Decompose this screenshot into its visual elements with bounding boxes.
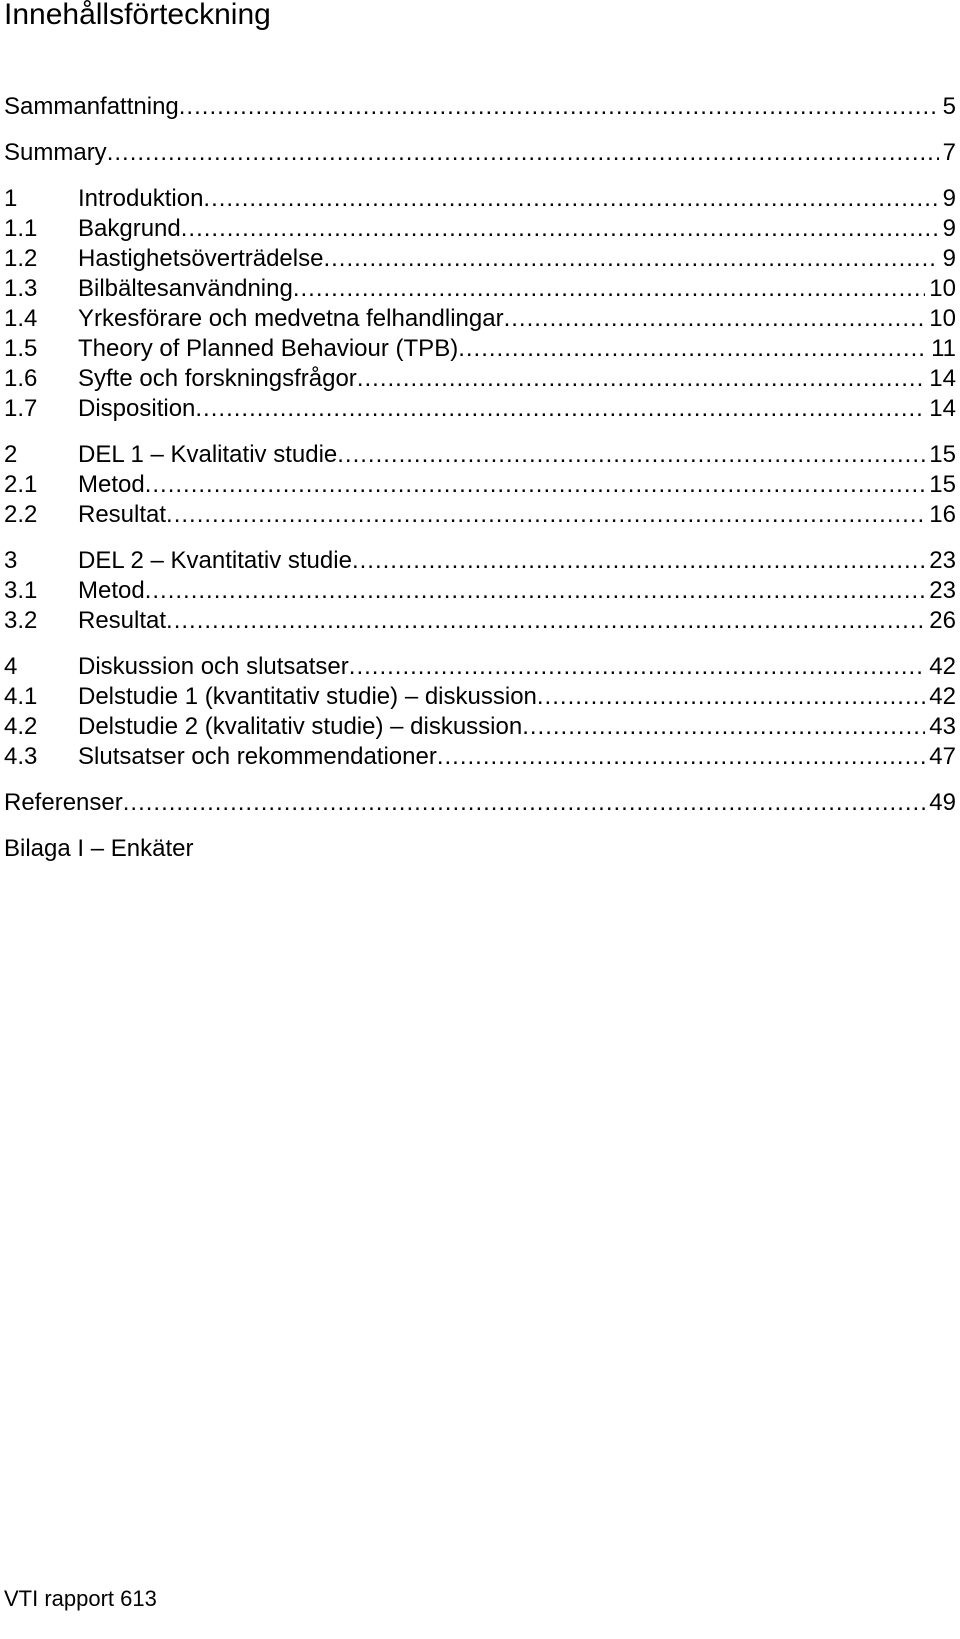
toc-entry-number: 3.1: [4, 577, 38, 604]
toc-entry-number: 1.3: [4, 275, 38, 302]
toc-entry-label: Slutsatser och rekommendationer: [78, 743, 437, 770]
toc-entry-page: 14: [929, 395, 956, 422]
toc-entry-number: 1.2: [4, 245, 38, 272]
toc-dot-leader: [166, 500, 925, 530]
toc-entry-label: Disposition: [78, 395, 196, 422]
toc-entry-page: 5: [942, 93, 956, 120]
toc-entry-number: 2: [4, 441, 18, 468]
toc-dot-leader: [349, 652, 926, 682]
toc-dot-leader: [181, 214, 939, 244]
toc-entry[interactable]: [4, 682, 956, 712]
toc-entry-label: Bilbältesanvändning: [78, 275, 293, 302]
toc-entry[interactable]: [4, 470, 956, 500]
toc-dot-leader: [504, 304, 926, 334]
page-title: Innehållsförteckning: [4, 0, 271, 31]
toc-entry-label: Metod: [78, 577, 145, 604]
toc-entry-page: 11: [931, 335, 956, 362]
toc-entry[interactable]: [4, 364, 956, 394]
toc-entry-number: 2.1: [4, 471, 38, 498]
toc-entry-page: 42: [929, 653, 956, 680]
toc-dot-leader: [522, 712, 925, 742]
toc-entry-label: Resultat: [78, 607, 167, 634]
toc-appendix-label: Bilaga I – Enkäter: [4, 835, 194, 862]
toc-entry[interactable]: [4, 184, 956, 214]
toc-entry-page: 15: [929, 471, 956, 498]
toc-entry-label: DEL 1 – Kvalitativ studie: [78, 441, 338, 468]
toc-entry-label: Syfte och forskningsfrågor: [78, 365, 357, 392]
toc-entry-number: 4: [4, 653, 18, 680]
toc-entry-number: 1.1: [4, 215, 38, 242]
toc-dot-leader: [179, 92, 939, 122]
toc-entry-page: 47: [929, 743, 956, 770]
table-of-contents: [4, 92, 956, 864]
toc-entry[interactable]: [4, 394, 956, 424]
toc-entry-page: 23: [929, 547, 956, 574]
toc-entry-page: 16: [929, 501, 956, 528]
toc-entry-page: 10: [929, 305, 956, 332]
toc-entry-page: 9: [942, 245, 956, 272]
toc-dot-leader: [107, 138, 939, 168]
toc-entry-label: Bakgrund: [78, 215, 181, 242]
toc-entry-label: Hastighetsöverträdelse: [78, 245, 324, 272]
toc-entry-label: Metod: [78, 471, 145, 498]
toc-entry-number: 3: [4, 547, 18, 574]
toc-entry-label: DEL 2 – Kvantitativ studie: [78, 547, 352, 574]
toc-dot-leader: [123, 788, 926, 818]
toc-entry-number: 1.4: [4, 305, 38, 332]
toc-entry-number: 4.3: [4, 743, 38, 770]
toc-entry[interactable]: [4, 788, 956, 818]
toc-entry-page: 9: [942, 185, 956, 212]
toc-dot-leader: [166, 606, 925, 636]
toc-entry[interactable]: [4, 334, 956, 364]
toc-entry-page: 9: [942, 215, 956, 242]
toc-entry[interactable]: [4, 92, 956, 122]
toc-dot-leader: [195, 394, 925, 424]
toc-entry[interactable]: [4, 214, 956, 244]
toc-entry[interactable]: [4, 606, 956, 636]
page-footer: VTI rapport 613: [4, 1586, 157, 1611]
toc-entry-label: Theory of Planned Behaviour (TPB): [78, 335, 459, 362]
toc-entry[interactable]: [4, 652, 956, 682]
toc-entry[interactable]: [4, 742, 956, 772]
toc-entry-page: 14: [929, 365, 956, 392]
toc-entry-page: 26: [929, 607, 956, 634]
toc-entry-label: Delstudie 1 (kvantitativ studie) – diskussion: [78, 683, 537, 710]
toc-entry[interactable]: [4, 440, 956, 470]
toc-entry-number: 2.2: [4, 501, 38, 528]
toc-dot-leader: [145, 470, 926, 500]
toc-entry-number: 1.5: [4, 335, 38, 362]
toc-entry-page: 42: [929, 683, 956, 710]
toc-entry-label: Sammanfattning: [4, 93, 179, 120]
toc-entry-page: 49: [929, 789, 956, 816]
toc-entry-label: Referenser: [4, 789, 123, 816]
toc-entry-label: Yrkesförare och medvetna felhandlingar: [78, 305, 504, 332]
toc-dot-leader: [293, 274, 925, 304]
toc-entry-page: 43: [929, 713, 956, 740]
toc-dot-leader: [437, 742, 925, 772]
toc-entry-label: Resultat: [78, 501, 167, 528]
toc-entry[interactable]: [4, 244, 956, 274]
toc-dot-leader: [537, 682, 925, 712]
toc-dot-leader: [337, 440, 925, 470]
toc-entry-label: Summary: [4, 139, 107, 166]
toc-entry-number: 4.2: [4, 713, 38, 740]
toc-entry-number: 1.6: [4, 365, 38, 392]
toc-appendix-entry[interactable]: [4, 834, 956, 864]
toc-dot-leader: [145, 576, 926, 606]
toc-dot-leader: [203, 184, 938, 214]
toc-entry-page: 23: [929, 577, 956, 604]
toc-entry-label: Delstudie 2 (kvalitativ studie) – diskussion: [78, 713, 523, 740]
toc-dot-leader: [323, 244, 938, 274]
toc-dot-leader: [458, 334, 927, 364]
toc-entry-number: 1: [4, 185, 18, 212]
toc-entry-label: Diskussion och slutsatser: [78, 653, 349, 680]
toc-entry[interactable]: [4, 138, 956, 168]
toc-entry[interactable]: [4, 274, 956, 304]
toc-entry-label: Introduktion: [78, 185, 204, 212]
toc-entry[interactable]: [4, 500, 956, 530]
toc-entry-page: 7: [942, 139, 956, 166]
toc-entry-number: 4.1: [4, 683, 38, 710]
toc-dot-leader: [357, 364, 925, 394]
toc-entry[interactable]: [4, 576, 956, 606]
toc-dot-leader: [352, 546, 925, 576]
toc-entry-page: 15: [929, 441, 956, 468]
toc-entry-number: 1.7: [4, 395, 38, 422]
toc-entry-number: 3.2: [4, 607, 38, 634]
toc-entry[interactable]: [4, 712, 956, 742]
toc-entry[interactable]: [4, 304, 956, 334]
toc-entry-page: 10: [929, 275, 956, 302]
toc-entry[interactable]: [4, 546, 956, 576]
